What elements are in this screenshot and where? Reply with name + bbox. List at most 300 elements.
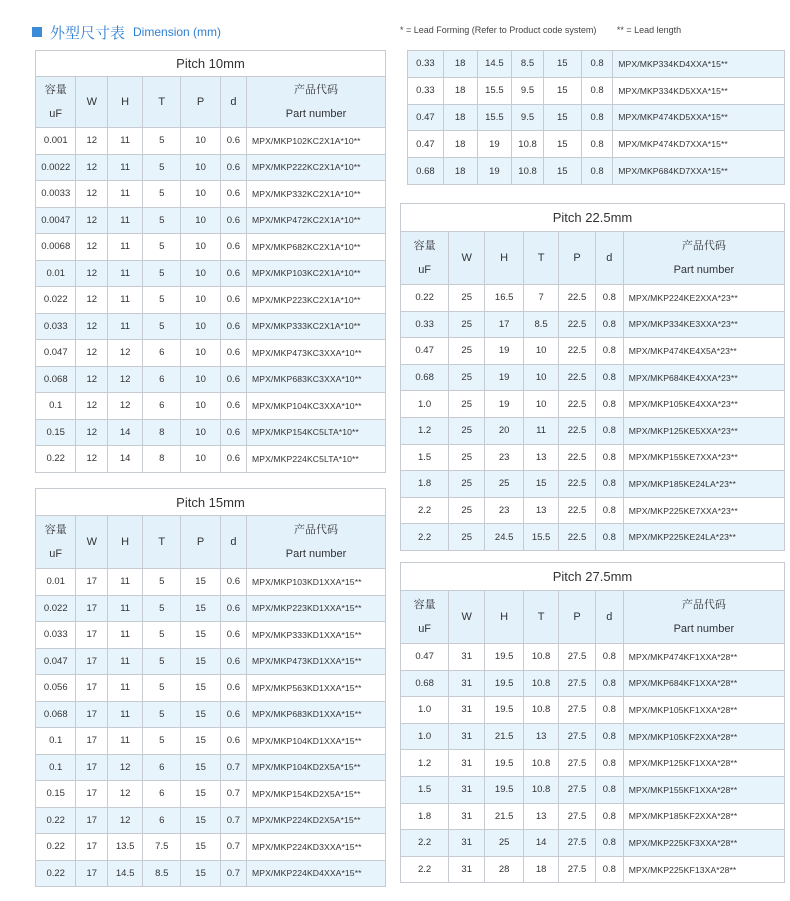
capacitance-cell: 0.0047 bbox=[36, 207, 76, 234]
table-row bbox=[36, 207, 386, 234]
w-cell: 31 bbox=[449, 830, 485, 857]
w-cell: 17 bbox=[76, 569, 108, 596]
w-cell: 17 bbox=[76, 595, 108, 622]
d-cell: 0.8 bbox=[596, 776, 624, 803]
t-cell: 5 bbox=[143, 595, 181, 622]
capacitance-cell: 1.2 bbox=[401, 417, 449, 444]
table-row bbox=[408, 104, 785, 131]
h-cell: 19.5 bbox=[485, 776, 524, 803]
t-cell: 13 bbox=[524, 723, 559, 750]
table-row bbox=[401, 471, 785, 498]
capacitance-cell: 0.001 bbox=[36, 128, 76, 155]
table-row bbox=[36, 446, 386, 473]
p-cell: 10 bbox=[181, 287, 220, 314]
d-cell: 0.8 bbox=[596, 723, 624, 750]
d-cell: 0.6 bbox=[220, 313, 246, 340]
capacitance-cell: 0.1 bbox=[36, 393, 76, 420]
part-number-cell: MPX/MKP474KF1XXA*28** bbox=[623, 644, 784, 671]
part-number-cell: MPX/MKP333KC2X1A*10** bbox=[247, 313, 386, 340]
capacitance-cell: 1.8 bbox=[401, 803, 449, 830]
d-cell: 0.6 bbox=[220, 128, 246, 155]
w-cell: 12 bbox=[76, 366, 108, 393]
table-row bbox=[36, 754, 386, 781]
t-cell: 10 bbox=[524, 338, 559, 365]
d-cell: 0.6 bbox=[220, 595, 246, 622]
h-cell: 14.5 bbox=[108, 860, 143, 887]
table-row bbox=[401, 364, 785, 391]
table-row bbox=[36, 622, 386, 649]
part-number-cell: MPX/MKP225KE7XXA*23** bbox=[623, 497, 784, 524]
pitch-15mm-table bbox=[35, 488, 386, 887]
part-number-cell: MPX/MKP185KE24LA*23** bbox=[623, 471, 784, 498]
capacitance-header-sub: uF bbox=[418, 264, 432, 276]
part-number-cell: MPX/MKP224KD3XXA*15** bbox=[247, 834, 386, 861]
w-cell: 17 bbox=[76, 834, 108, 861]
w-cell: 25 bbox=[449, 497, 485, 524]
table-row bbox=[36, 595, 386, 622]
t-cell: 6 bbox=[143, 393, 181, 420]
w-cell: 31 bbox=[449, 644, 485, 671]
p-cell: 10 bbox=[181, 207, 220, 234]
w-cell: 31 bbox=[449, 697, 485, 724]
w-cell: 25 bbox=[449, 444, 485, 471]
part-number-header bbox=[247, 516, 386, 569]
h-cell: 12 bbox=[108, 754, 143, 781]
w-header: W bbox=[449, 591, 485, 644]
w-cell: 31 bbox=[449, 723, 485, 750]
h-cell: 14.5 bbox=[477, 51, 512, 78]
d-cell: 0.8 bbox=[596, 830, 624, 857]
capacitance-cell: 0.47 bbox=[408, 131, 444, 158]
table-row bbox=[401, 497, 785, 524]
h-header: H bbox=[108, 516, 143, 569]
capacitance-cell: 1.5 bbox=[401, 776, 449, 803]
h-cell: 21.5 bbox=[485, 723, 524, 750]
t-cell: 5 bbox=[143, 648, 181, 675]
capacitance-cell: 0.022 bbox=[36, 595, 76, 622]
t-cell: 5 bbox=[143, 128, 181, 155]
capacitance-cell: 0.0033 bbox=[36, 181, 76, 208]
d-cell: 0.8 bbox=[596, 697, 624, 724]
capacitance-cell: 0.033 bbox=[36, 313, 76, 340]
table-row bbox=[401, 670, 785, 697]
table-title: Pitch 22.5mm bbox=[401, 204, 785, 232]
h-cell: 12 bbox=[108, 340, 143, 367]
p-header: P bbox=[181, 77, 220, 128]
part-number-cell: MPX/MKP104KC3XXA*10** bbox=[247, 393, 386, 420]
d-cell: 0.8 bbox=[596, 444, 624, 471]
p-cell: 22.5 bbox=[559, 524, 596, 551]
p-cell: 22.5 bbox=[559, 285, 596, 312]
d-cell: 0.7 bbox=[220, 860, 246, 887]
capacitance-cell: 0.68 bbox=[408, 158, 444, 185]
table-row bbox=[401, 697, 785, 724]
h-cell: 11 bbox=[108, 569, 143, 596]
capacitance-header-label: 容量 bbox=[413, 599, 436, 611]
d-cell: 0.8 bbox=[596, 311, 624, 338]
t-cell: 8.5 bbox=[524, 311, 559, 338]
p-cell: 10 bbox=[181, 366, 220, 393]
capacitance-cell: 0.15 bbox=[36, 419, 76, 446]
d-header: d bbox=[220, 77, 246, 128]
capacitance-cell: 0.22 bbox=[36, 446, 76, 473]
table-row bbox=[36, 366, 386, 393]
h-cell: 28 bbox=[485, 856, 524, 883]
p-header: P bbox=[559, 591, 596, 644]
p-cell: 15 bbox=[181, 728, 220, 755]
note-lead-length: ** = Lead length bbox=[616, 25, 682, 35]
capacitance-header-label: 容量 bbox=[44, 524, 67, 536]
part-number-cell: MPX/MKP222KC2X1A*10** bbox=[247, 154, 386, 181]
t-header: T bbox=[524, 232, 559, 285]
blue-square-icon bbox=[32, 27, 42, 37]
p-header: P bbox=[181, 516, 220, 569]
d-cell: 0.6 bbox=[220, 419, 246, 446]
d-cell: 0.7 bbox=[220, 807, 246, 834]
d-header: d bbox=[596, 591, 624, 644]
p-cell: 22.5 bbox=[559, 497, 596, 524]
t-cell: 5 bbox=[143, 207, 181, 234]
t-cell: 5 bbox=[143, 260, 181, 287]
part-number-header-label: 产品代码 bbox=[681, 240, 726, 252]
t-cell: 5 bbox=[143, 675, 181, 702]
t-cell: 5 bbox=[143, 622, 181, 649]
t-cell: 14 bbox=[524, 830, 559, 857]
t-cell: 7 bbox=[524, 285, 559, 312]
table-row bbox=[401, 524, 785, 551]
part-number-cell: MPX/MKP474KD5XXA*15** bbox=[613, 104, 785, 131]
capacitance-cell: 0.47 bbox=[401, 644, 449, 671]
part-number-cell: MPX/MKP103KD1XXA*15** bbox=[247, 569, 386, 596]
page-header bbox=[32, 21, 221, 43]
d-cell: 0.6 bbox=[220, 207, 246, 234]
w-cell: 17 bbox=[76, 701, 108, 728]
part-number-cell: MPX/MKP682KC2X1A*10** bbox=[247, 234, 386, 261]
part-number-cell: MPX/MKP334KE3XXA*23** bbox=[623, 311, 784, 338]
table-row bbox=[36, 648, 386, 675]
d-cell: 0.8 bbox=[596, 750, 624, 777]
d-cell: 0.8 bbox=[581, 104, 613, 131]
table-row bbox=[36, 419, 386, 446]
t-cell: 5 bbox=[143, 234, 181, 261]
part-number-cell: MPX/MKP684KF1XXA*28** bbox=[623, 670, 784, 697]
capacitance-cell: 2.2 bbox=[401, 856, 449, 883]
capacitance-cell: 1.0 bbox=[401, 391, 449, 418]
p-cell: 15 bbox=[181, 569, 220, 596]
table-row bbox=[401, 803, 785, 830]
h-cell: 12 bbox=[108, 807, 143, 834]
part-number-cell: MPX/MKP223KC2X1A*10** bbox=[247, 287, 386, 314]
t-cell: 8.5 bbox=[512, 51, 544, 78]
p-cell: 27.5 bbox=[559, 830, 596, 857]
w-header: W bbox=[76, 77, 108, 128]
w-cell: 25 bbox=[449, 471, 485, 498]
p-cell: 10 bbox=[181, 128, 220, 155]
t-cell: 15 bbox=[524, 471, 559, 498]
d-cell: 0.6 bbox=[220, 728, 246, 755]
p-cell: 10 bbox=[181, 181, 220, 208]
d-cell: 0.6 bbox=[220, 648, 246, 675]
h-cell: 15.5 bbox=[477, 104, 512, 131]
part-number-cell: MPX/MKP684KD7XXA*15** bbox=[613, 158, 785, 185]
w-header: W bbox=[76, 516, 108, 569]
capacitance-header bbox=[401, 232, 449, 285]
t-cell: 10.8 bbox=[512, 131, 544, 158]
w-cell: 18 bbox=[443, 104, 477, 131]
h-cell: 11 bbox=[108, 675, 143, 702]
w-cell: 31 bbox=[449, 670, 485, 697]
capacitance-cell: 0.33 bbox=[408, 51, 444, 78]
w-cell: 12 bbox=[76, 128, 108, 155]
p-cell: 22.5 bbox=[559, 311, 596, 338]
d-cell: 0.8 bbox=[581, 51, 613, 78]
part-number-cell: MPX/MKP223KD1XXA*15** bbox=[247, 595, 386, 622]
h-cell: 11 bbox=[108, 128, 143, 155]
capacitance-cell: 0.22 bbox=[401, 285, 449, 312]
header-row bbox=[401, 591, 785, 644]
table-row bbox=[408, 131, 785, 158]
w-cell: 17 bbox=[76, 648, 108, 675]
capacitance-cell: 0.01 bbox=[36, 569, 76, 596]
table-row bbox=[401, 311, 785, 338]
d-cell: 0.8 bbox=[596, 417, 624, 444]
p-cell: 15 bbox=[181, 781, 220, 808]
t-cell: 6 bbox=[143, 781, 181, 808]
page-title-en: Dimension (mm) bbox=[133, 25, 222, 39]
part-number-cell: MPX/MKP125KE5XXA*23** bbox=[623, 417, 784, 444]
t-cell: 18 bbox=[524, 856, 559, 883]
h-cell: 11 bbox=[108, 622, 143, 649]
w-cell: 25 bbox=[449, 285, 485, 312]
part-number-cell: MPX/MKP333KD1XXA*15** bbox=[247, 622, 386, 649]
p-cell: 15 bbox=[181, 648, 220, 675]
d-cell: 0.6 bbox=[220, 569, 246, 596]
capacitance-cell: 0.033 bbox=[36, 622, 76, 649]
h-cell: 11 bbox=[108, 648, 143, 675]
d-cell: 0.8 bbox=[596, 471, 624, 498]
t-cell: 7.5 bbox=[143, 834, 181, 861]
d-cell: 0.8 bbox=[596, 856, 624, 883]
w-cell: 12 bbox=[76, 419, 108, 446]
capacitance-header bbox=[36, 77, 76, 128]
capacitance-cell: 0.15 bbox=[36, 781, 76, 808]
h-cell: 19.5 bbox=[485, 644, 524, 671]
p-cell: 10 bbox=[181, 446, 220, 473]
h-cell: 14 bbox=[108, 446, 143, 473]
p-cell: 10 bbox=[181, 154, 220, 181]
capacitance-cell: 0.22 bbox=[36, 807, 76, 834]
d-cell: 0.6 bbox=[220, 260, 246, 287]
pitch-10mm-table bbox=[35, 50, 386, 473]
d-header: d bbox=[220, 516, 246, 569]
p-cell: 15 bbox=[181, 807, 220, 834]
h-cell: 11 bbox=[108, 154, 143, 181]
part-number-cell: MPX/MKP104KD1XXA*15** bbox=[247, 728, 386, 755]
h-cell: 19.5 bbox=[485, 670, 524, 697]
w-cell: 25 bbox=[449, 338, 485, 365]
part-number-cell: MPX/MKP104KD2X5A*15** bbox=[247, 754, 386, 781]
capacitance-cell: 0.22 bbox=[36, 860, 76, 887]
table-row bbox=[36, 834, 386, 861]
table-row bbox=[36, 340, 386, 367]
pitch-22-5mm-table bbox=[400, 203, 785, 551]
d-cell: 0.8 bbox=[581, 131, 613, 158]
h-cell: 12 bbox=[108, 393, 143, 420]
w-cell: 12 bbox=[76, 287, 108, 314]
p-cell: 10 bbox=[181, 260, 220, 287]
header-notes bbox=[400, 25, 681, 35]
d-cell: 0.6 bbox=[220, 340, 246, 367]
d-cell: 0.8 bbox=[596, 524, 624, 551]
part-number-cell: MPX/MKP185KF2XXA*28** bbox=[623, 803, 784, 830]
part-number-cell: MPX/MKP225KE24LA*23** bbox=[623, 524, 784, 551]
header-row bbox=[401, 232, 785, 285]
header-row bbox=[36, 516, 386, 569]
t-cell: 6 bbox=[143, 340, 181, 367]
capacitance-header bbox=[401, 591, 449, 644]
pitch-27-5mm-table bbox=[400, 562, 785, 883]
capacitance-cell: 2.2 bbox=[401, 830, 449, 857]
h-cell: 11 bbox=[108, 287, 143, 314]
table-title-row bbox=[401, 563, 785, 591]
t-cell: 5 bbox=[143, 287, 181, 314]
p-cell: 10 bbox=[181, 340, 220, 367]
capacitance-header-sub: uF bbox=[49, 548, 63, 560]
h-cell: 23 bbox=[485, 444, 524, 471]
h-cell: 11 bbox=[108, 728, 143, 755]
t-cell: 5 bbox=[143, 728, 181, 755]
capacitance-cell: 0.0068 bbox=[36, 234, 76, 261]
part-number-cell: MPX/MKP224KC5LTA*10** bbox=[247, 446, 386, 473]
h-cell: 19.5 bbox=[485, 750, 524, 777]
table-row bbox=[36, 260, 386, 287]
t-cell: 13 bbox=[524, 803, 559, 830]
h-cell: 24.5 bbox=[485, 524, 524, 551]
capacitance-cell: 0.1 bbox=[36, 754, 76, 781]
d-header: d bbox=[596, 232, 624, 285]
capacitance-cell: 1.5 bbox=[401, 444, 449, 471]
w-cell: 25 bbox=[449, 417, 485, 444]
table-row bbox=[36, 287, 386, 314]
capacitance-cell: 0.068 bbox=[36, 701, 76, 728]
part-number-cell: MPX/MKP155KF1XXA*28** bbox=[623, 776, 784, 803]
d-cell: 0.6 bbox=[220, 393, 246, 420]
d-cell: 0.6 bbox=[220, 234, 246, 261]
table-row bbox=[401, 830, 785, 857]
p-cell: 22.5 bbox=[559, 338, 596, 365]
d-cell: 0.6 bbox=[220, 675, 246, 702]
t-cell: 10.8 bbox=[524, 644, 559, 671]
capacitance-cell: 1.0 bbox=[401, 697, 449, 724]
part-number-header-sub: Part number bbox=[285, 548, 347, 560]
table-row bbox=[36, 728, 386, 755]
p-cell: 10 bbox=[181, 313, 220, 340]
part-number-header-label: 产品代码 bbox=[681, 599, 726, 611]
t-cell: 15.5 bbox=[524, 524, 559, 551]
p-cell: 10 bbox=[181, 419, 220, 446]
w-cell: 12 bbox=[76, 154, 108, 181]
h-cell: 19 bbox=[485, 338, 524, 365]
t-cell: 9.5 bbox=[512, 77, 544, 104]
p-cell: 22.5 bbox=[559, 391, 596, 418]
w-cell: 12 bbox=[76, 340, 108, 367]
capacitance-cell: 0.068 bbox=[36, 366, 76, 393]
t-cell: 6 bbox=[143, 366, 181, 393]
capacitance-cell: 0.022 bbox=[36, 287, 76, 314]
part-number-cell: MPX/MKP334KD4XXA*15** bbox=[613, 51, 785, 78]
capacitance-cell: 2.2 bbox=[401, 524, 449, 551]
w-cell: 25 bbox=[449, 524, 485, 551]
d-cell: 0.7 bbox=[220, 781, 246, 808]
page-title-cn: 外型尺寸表 bbox=[50, 24, 126, 42]
part-number-header-sub: Part number bbox=[285, 108, 347, 120]
t-cell: 8 bbox=[143, 419, 181, 446]
t-header: T bbox=[524, 591, 559, 644]
part-number-cell: MPX/MKP563KD1XXA*15** bbox=[247, 675, 386, 702]
capacitance-cell: 0.33 bbox=[401, 311, 449, 338]
note-lead-forming: * = Lead Forming (Refer to Product code system) bbox=[400, 25, 597, 35]
d-cell: 0.6 bbox=[220, 181, 246, 208]
p-cell: 10 bbox=[181, 393, 220, 420]
capacitance-header-label: 容量 bbox=[44, 84, 67, 96]
part-number-cell: MPX/MKP473KD1XXA*15** bbox=[247, 648, 386, 675]
w-cell: 18 bbox=[443, 131, 477, 158]
part-number-cell: MPX/MKP103KC2X1A*10** bbox=[247, 260, 386, 287]
h-header: H bbox=[108, 77, 143, 128]
t-cell: 10 bbox=[524, 391, 559, 418]
table-row bbox=[36, 569, 386, 596]
table-row bbox=[36, 781, 386, 808]
d-cell: 0.8 bbox=[596, 644, 624, 671]
t-cell: 5 bbox=[143, 313, 181, 340]
h-cell: 17 bbox=[485, 311, 524, 338]
table-row bbox=[36, 234, 386, 261]
t-cell: 10.8 bbox=[524, 776, 559, 803]
p-cell: 27.5 bbox=[559, 697, 596, 724]
part-number-cell: MPX/MKP105KF2XXA*28** bbox=[623, 723, 784, 750]
t-cell: 11 bbox=[524, 417, 559, 444]
w-cell: 17 bbox=[76, 781, 108, 808]
t-header: T bbox=[143, 516, 181, 569]
t-cell: 8 bbox=[143, 446, 181, 473]
d-cell: 0.8 bbox=[596, 364, 624, 391]
part-number-cell: MPX/MKP474KD7XXA*15** bbox=[613, 131, 785, 158]
part-number-header bbox=[623, 591, 784, 644]
p-cell: 15 bbox=[181, 595, 220, 622]
h-cell: 20 bbox=[485, 417, 524, 444]
w-cell: 25 bbox=[449, 391, 485, 418]
capacitance-cell: 1.0 bbox=[401, 723, 449, 750]
table-row bbox=[36, 860, 386, 887]
p-cell: 22.5 bbox=[559, 471, 596, 498]
capacitance-cell: 0.47 bbox=[408, 104, 444, 131]
w-cell: 17 bbox=[76, 860, 108, 887]
p-cell: 27.5 bbox=[559, 776, 596, 803]
d-cell: 0.8 bbox=[596, 803, 624, 830]
part-number-cell: MPX/MKP474KE4X5A*23** bbox=[623, 338, 784, 365]
table-row bbox=[36, 154, 386, 181]
table-row bbox=[36, 701, 386, 728]
d-cell: 0.6 bbox=[220, 622, 246, 649]
pitch-15mm-continued-table bbox=[407, 50, 785, 185]
part-number-cell: MPX/MKP684KE4XXA*23** bbox=[623, 364, 784, 391]
capacitance-cell: 0.047 bbox=[36, 648, 76, 675]
h-cell: 19 bbox=[477, 158, 512, 185]
p-cell: 27.5 bbox=[559, 723, 596, 750]
d-cell: 0.8 bbox=[596, 670, 624, 697]
capacitance-cell: 0.056 bbox=[36, 675, 76, 702]
part-number-cell: MPX/MKP105KE4XXA*23** bbox=[623, 391, 784, 418]
